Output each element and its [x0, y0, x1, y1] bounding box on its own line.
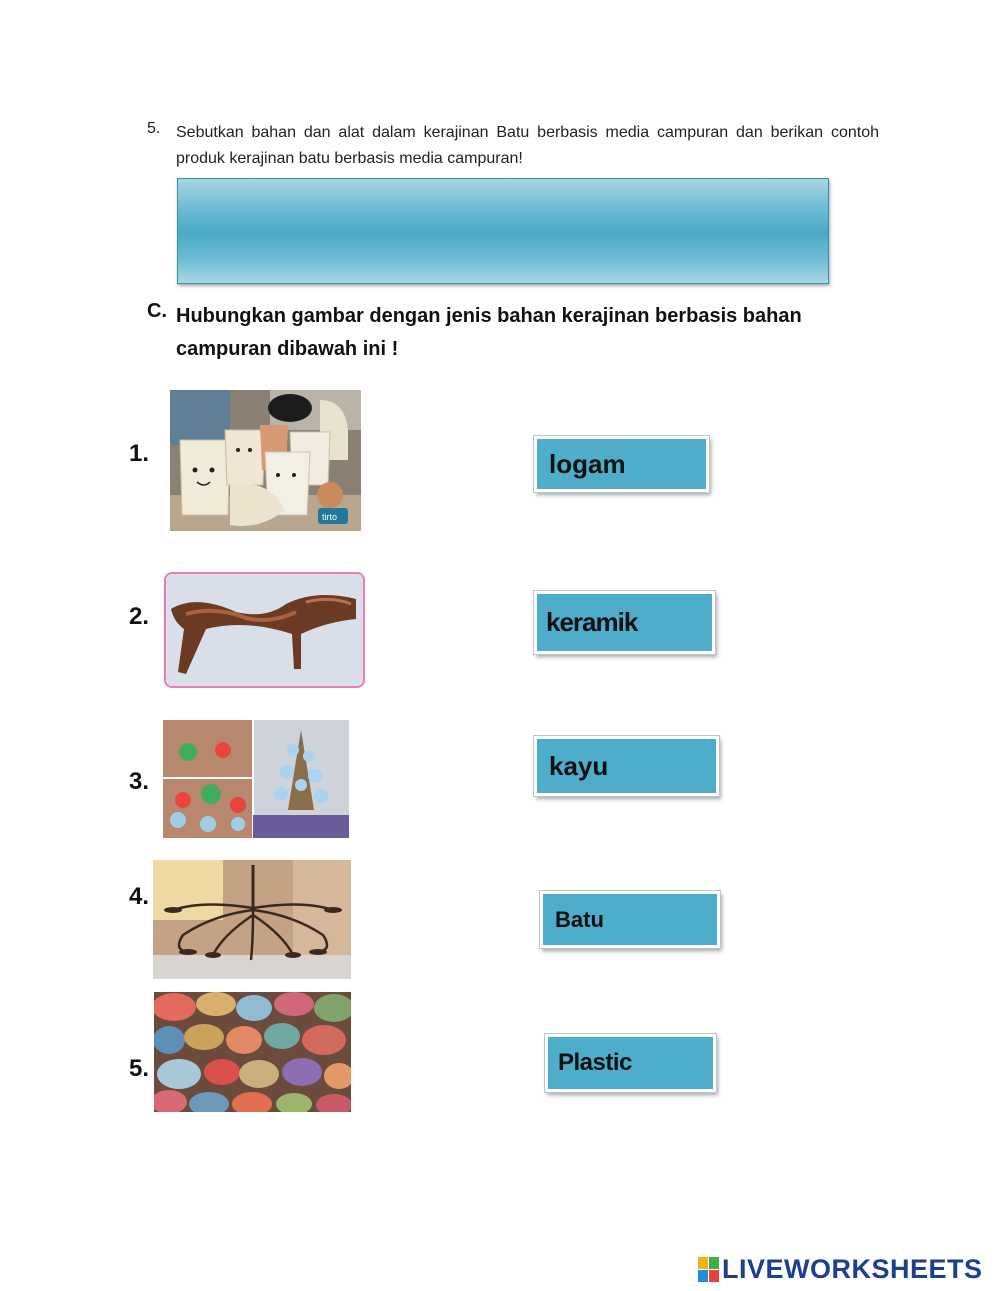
answer-tag-keramik[interactable] — [534, 591, 715, 654]
answer-tag-kayu[interactable] — [534, 736, 719, 796]
answer-tag-plastic[interactable] — [545, 1034, 716, 1092]
question-number: 5. — [147, 120, 161, 137]
tirto-watermark: tirto — [322, 512, 338, 522]
answer-tag-label: Plastic — [558, 1049, 632, 1076]
logo-text: LIVEWORKSHEETS — [722, 1254, 983, 1284]
answer-textbox[interactable] — [177, 178, 829, 284]
item-number-3: 3. — [129, 768, 150, 795]
item-number-2: 2. — [129, 603, 150, 630]
section-instruction: Hubungkan gambar dengan jenis bahan kerajinan berbasis bahan campuran dibawah ini ! — [176, 305, 802, 360]
answer-tag-label: kayu — [549, 750, 609, 781]
question-text: Sebutkan bahan dan alat dalam kerajinan Batu berbasis media campuran dan berikan contoh produk kerajinan batu berbasis media campuran! — [176, 124, 879, 167]
item-number-5: 5. — [129, 1055, 150, 1082]
answer-tag-batu[interactable] — [540, 891, 720, 948]
section-label: C. — [147, 300, 167, 322]
liveworksheets-logo — [698, 1254, 983, 1285]
answer-tag-label: Batu — [555, 906, 604, 932]
logo-icon — [698, 1257, 719, 1282]
item-number-4: 4. — [129, 883, 150, 910]
metal-chandelier-image[interactable] — [153, 860, 351, 979]
painted-stones-image[interactable] — [154, 992, 351, 1112]
answer-tag-label: keramik — [546, 607, 638, 637]
plastic-bottle-crafts-image[interactable] — [163, 720, 349, 838]
ceramic-cups-image[interactable] — [170, 390, 361, 531]
answer-tag-label: logam — [549, 448, 626, 479]
answer-tag-logam[interactable] — [534, 436, 709, 492]
wooden-shoe-image[interactable] — [164, 572, 365, 688]
item-number-1: 1. — [129, 440, 150, 467]
